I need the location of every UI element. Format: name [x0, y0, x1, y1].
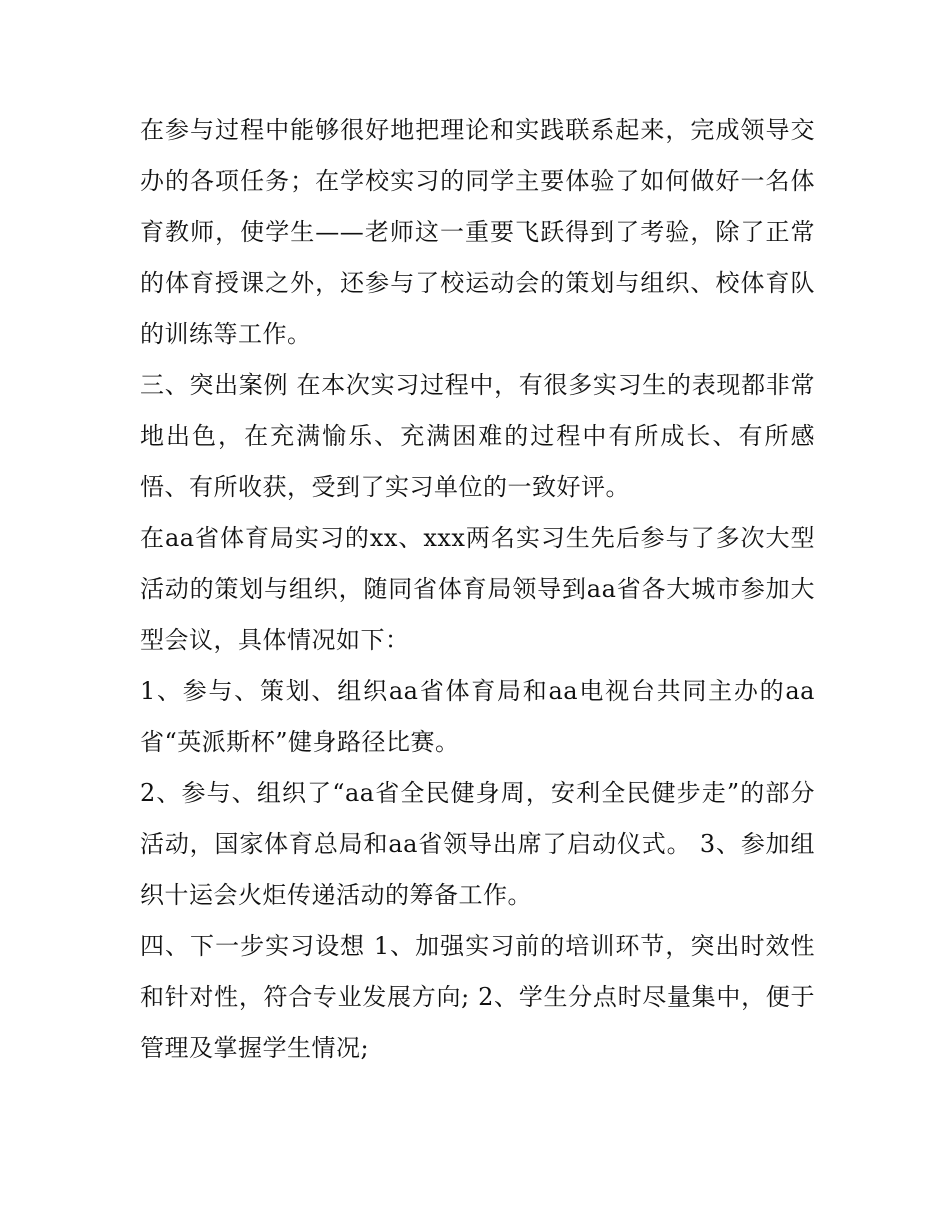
- paragraph-outstanding-cases: 三、突出案例 在本次实习过程中，有很多实习生的表现都非常地出色，在充满愉乐、充满困难的过程中有所成长、有所感悟、有所收获，受到了实习单位的一致好评。: [140, 371, 815, 501]
- paragraph-item-2-3: 2、参与、组织了“aa省全民健身周，安利全民健步走”的部分活动，国家体育总局和aa省领导出席了启动仪式。 3、参加组织十运会火炬传递活动的筹备工作。: [140, 779, 815, 909]
- document-body: [140, 105, 815, 1074]
- paragraph-item-1: 1、参与、策划、组织aa省体育局和aa电视台共同主办的aa省“英派斯杯”健身路径比赛。: [140, 677, 815, 756]
- paragraph-practice-summary: 在参与过程中能够很好地把理论和实践联系起来，完成领导交办的各项任务；在学校实习的同学主要体验了如何做好一名体育教师，使学生——老师这一重要飞跃得到了考验，除了正常的体育授课之外，还参与了校运动会的策划与组织、校体育队的训练等工作。: [140, 116, 815, 348]
- paragraph-provincial-bureau: 在aa省体育局实习的xx、xxx两名实习生先后参与了多次大型活动的策划与组织，随同省体育局领导到aa省各大城市参加大型会议，具体情况如下：: [140, 524, 815, 654]
- paragraph-next-steps: 四、下一步实习设想 1、加强实习前的培训环节，突出时效性和针对性，符合专业发展方向; 2、学生分点时尽量集中，便于管理及掌握学生情况;: [140, 932, 815, 1062]
